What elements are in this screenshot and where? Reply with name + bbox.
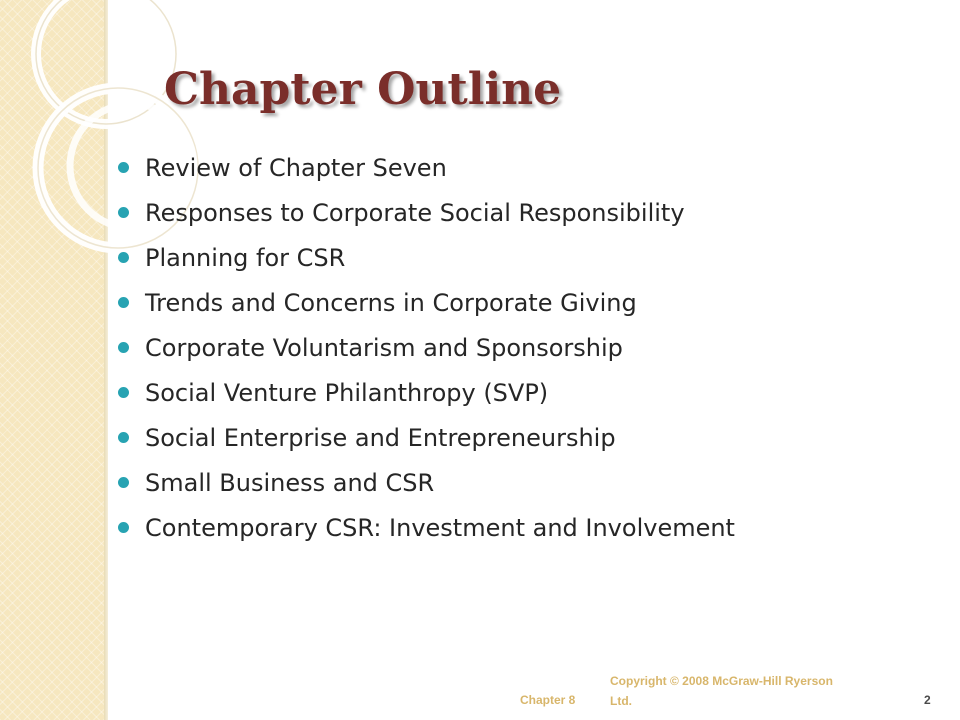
bullet-dot-icon (118, 387, 129, 398)
outline-item (118, 281, 735, 326)
chapter-outline-list (118, 146, 735, 551)
outline-item (118, 236, 735, 281)
outline-item (118, 506, 735, 551)
outline-item (118, 371, 735, 416)
outline-item (118, 191, 735, 236)
outline-item-text: Responses to Corporate Social Responsibility (145, 199, 685, 227)
bullet-dot-icon (118, 297, 129, 308)
outline-item (118, 326, 735, 371)
bullet-dot-icon (118, 522, 129, 533)
outline-item (118, 461, 735, 506)
bullet-dot-icon (118, 432, 129, 443)
outline-item-text: Review of Chapter Seven (145, 154, 447, 182)
outline-item-text: Trends and Concerns in Corporate Giving (145, 289, 637, 317)
outline-item-text: Planning for CSR (145, 244, 346, 272)
slide-title: Chapter Outline (164, 64, 562, 115)
outline-item-text: Corporate Voluntarism and Sponsorship (145, 334, 623, 362)
outline-item-text: Social Enterprise and Entrepreneurship (145, 424, 616, 452)
footer-copyright: Copyright © 2008 McGraw-Hill Ryerson Ltd. (610, 674, 833, 708)
bullet-dot-icon (118, 342, 129, 353)
footer-chapter-label: Chapter 8 (520, 693, 576, 707)
outline-item (118, 146, 735, 191)
outline-item-text: Small Business and CSR (145, 469, 435, 497)
outline-item-text: Contemporary CSR: Investment and Involvement (145, 514, 735, 542)
bullet-dot-icon (118, 477, 129, 488)
footer-page-number: 2 (924, 693, 931, 707)
bullet-dot-icon (118, 207, 129, 218)
bullet-dot-icon (118, 252, 129, 263)
outline-item (118, 416, 735, 461)
bullet-dot-icon (118, 162, 129, 173)
outline-item-text: Social Venture Philanthropy (SVP) (145, 379, 549, 407)
slide-footer (0, 668, 960, 712)
